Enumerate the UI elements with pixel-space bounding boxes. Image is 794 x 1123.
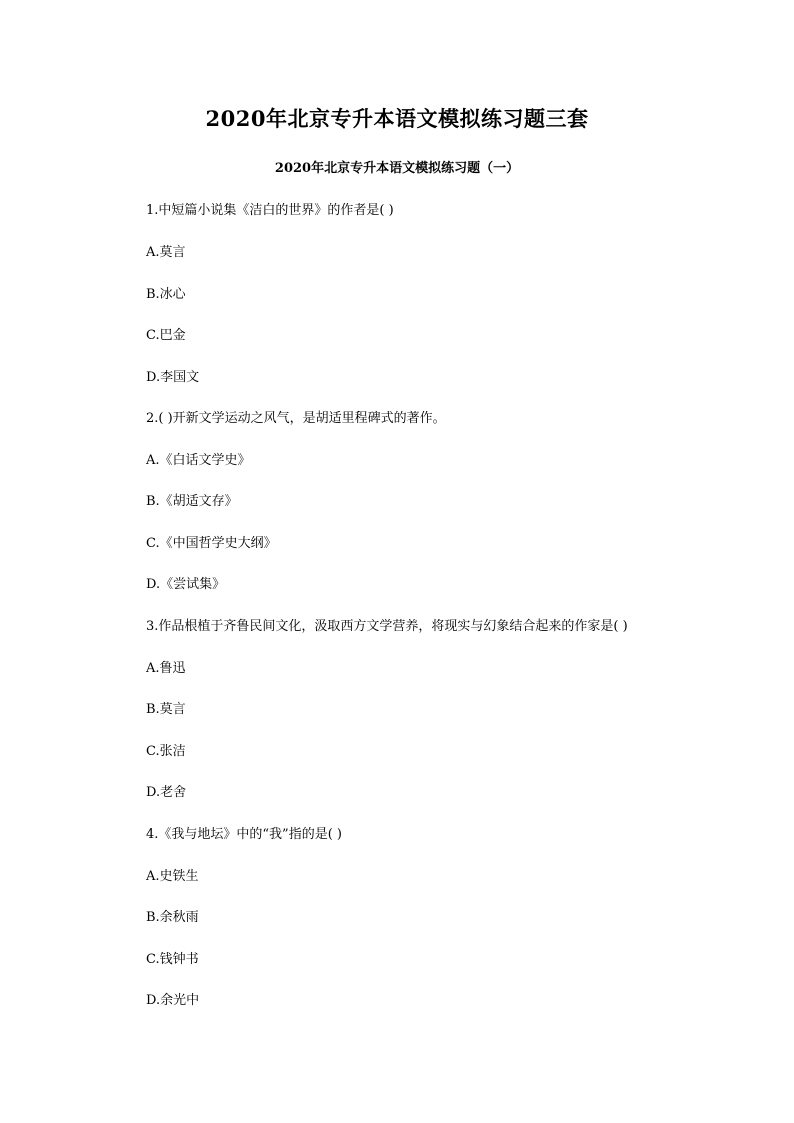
question-2-option-d: D.《尝试集》 [146,577,226,592]
question-2-option-b: B.《胡适文存》 [146,494,238,509]
question-3-option-b: B.莫言 [146,702,186,717]
question-2-stem: 2.( )开新文学运动之风气，是胡适里程碑式的著作。 [146,411,446,426]
question-1-option-d: D.李国文 [146,370,200,385]
question-2-option-a: A.《白话文学史》 [146,453,251,468]
question-3-option-d: D.老舍 [146,785,187,800]
document-title: 2020年北京专升本语文模拟练习题三套 [205,106,589,131]
question-1-option-c: C.巴金 [146,328,186,343]
question-4-option-d: D.余光中 [146,993,200,1008]
question-4-option-c: C.钱钟书 [146,952,199,967]
document-subtitle: 2020年北京专升本语文模拟练习题（一） [274,161,520,176]
question-4-stem: 4.《我与地坛》中的“我”指的是( ) [146,827,342,842]
question-1-stem: 1.中短篇小说集《洁白的世界》的作者是( ) [146,203,394,218]
question-3-option-c: C.张洁 [146,744,186,759]
question-1-option-a: A.莫言 [146,245,186,260]
question-4-option-a: A.史铁生 [146,869,199,884]
question-1-option-b: B.冰心 [146,287,186,302]
question-4-option-b: B.余秋雨 [146,910,199,925]
question-2-option-c: C.《中国哲学史大纲》 [146,536,277,551]
question-3-stem: 3.作品根植于齐鲁民间文化，汲取西方文学营养，将现实与幻象结合起来的作家是( ) [146,619,628,634]
question-3-option-a: A.鲁迅 [146,661,186,676]
